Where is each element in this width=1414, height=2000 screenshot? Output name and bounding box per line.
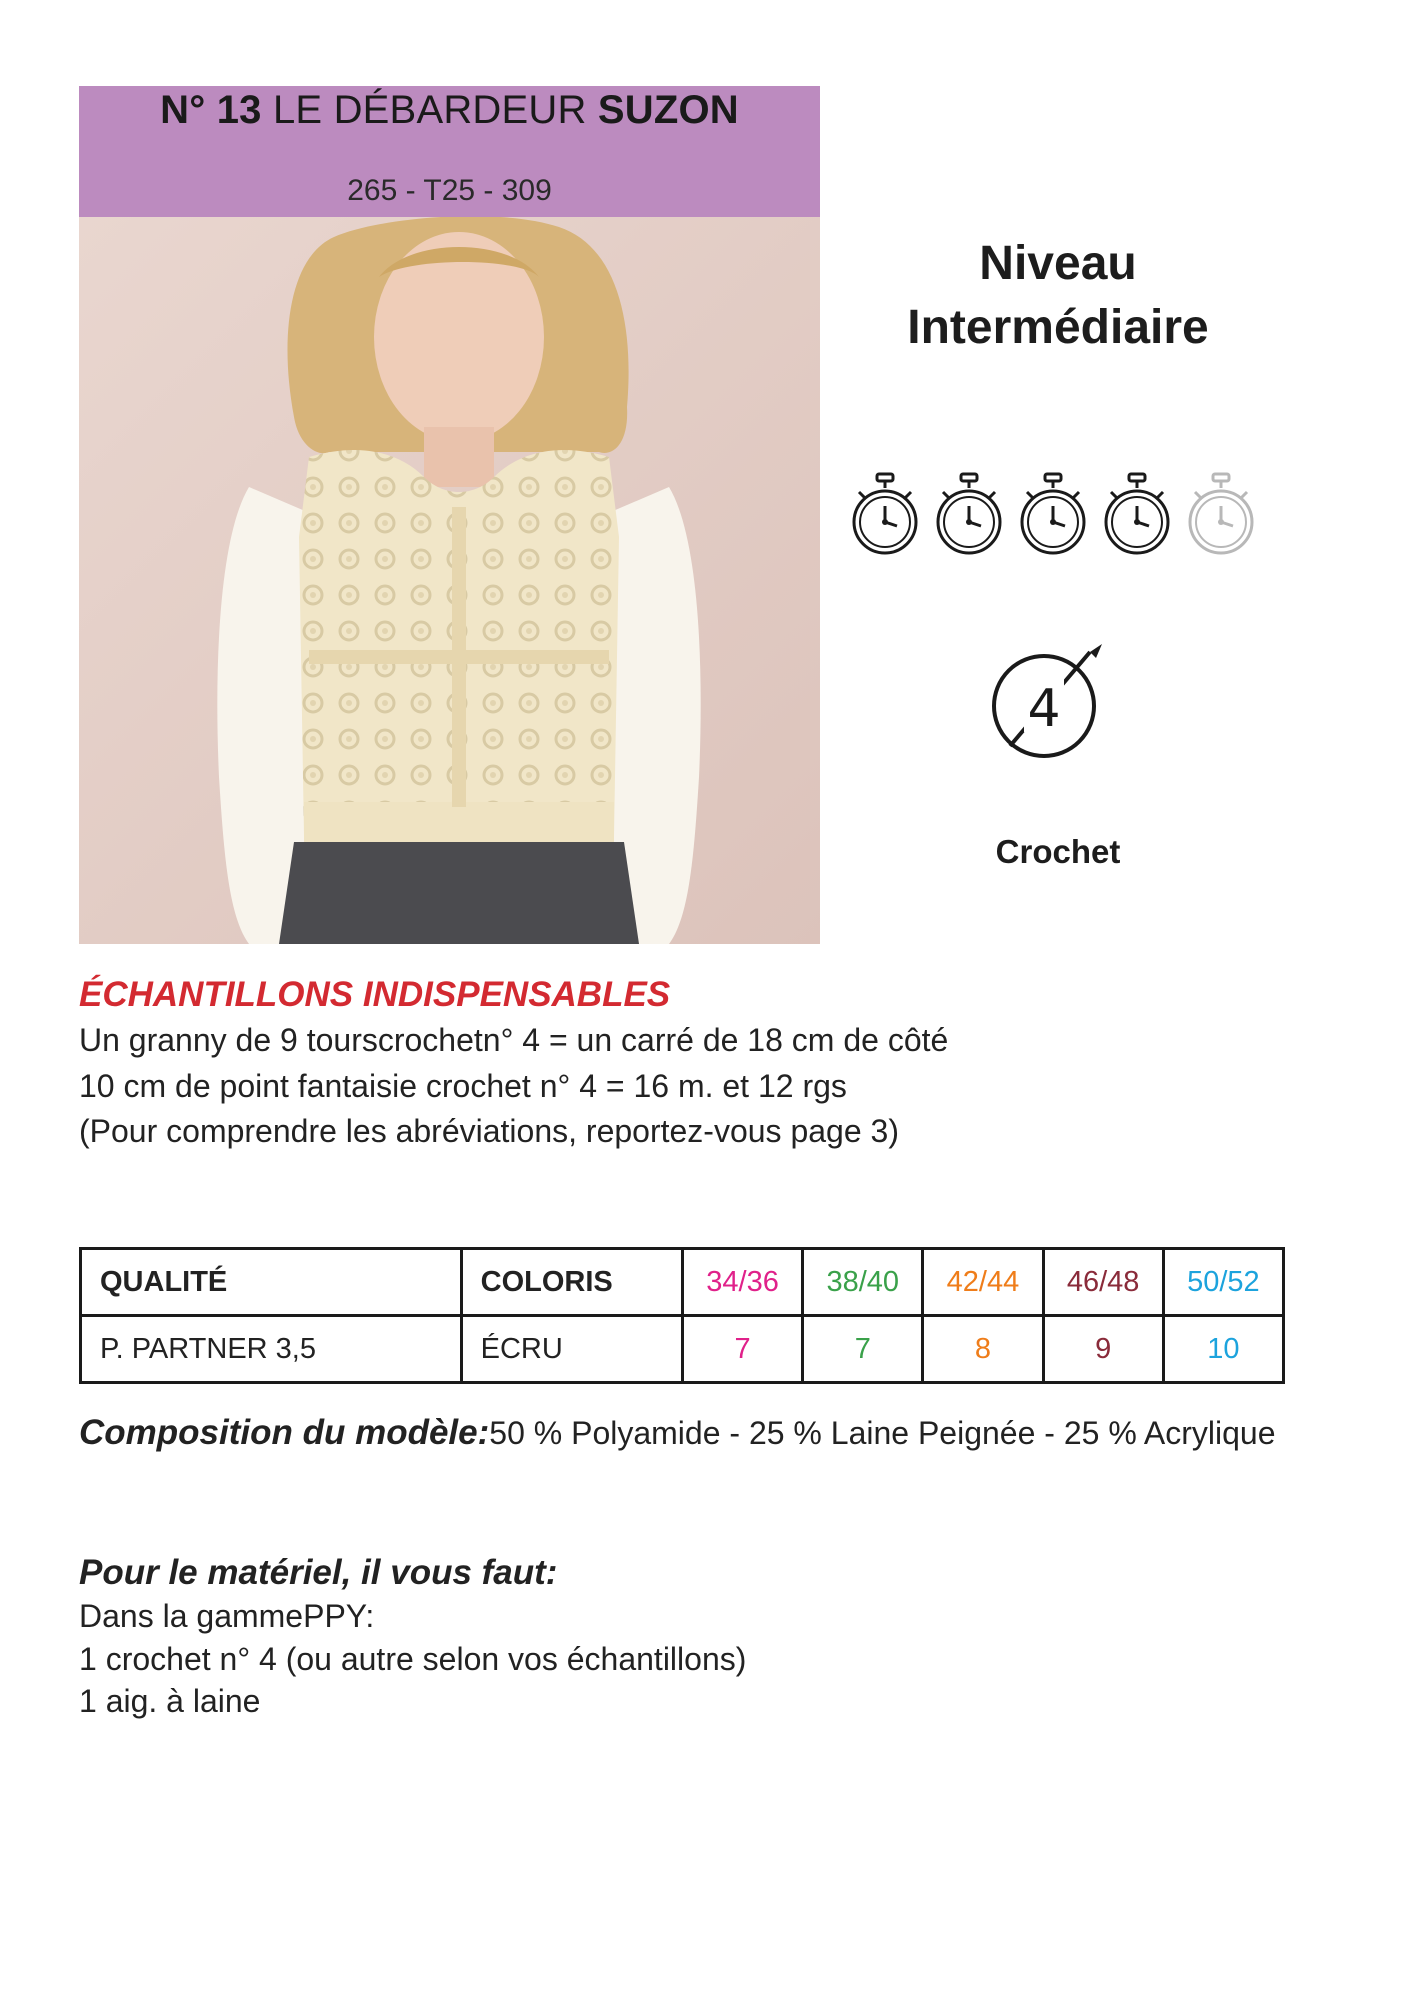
header-size-42-44: 42/44: [923, 1249, 1043, 1316]
header-size-50-52: 50/52: [1163, 1249, 1283, 1316]
level-value: Intermédiaire: [907, 301, 1209, 354]
pattern-name: SUZON: [597, 88, 739, 132]
pattern-number: N° 13: [160, 88, 262, 132]
difficulty-level: [858, 232, 1258, 360]
header-size-34-36: 34/36: [682, 1249, 802, 1316]
cell-color: ÉCRU: [461, 1316, 682, 1383]
cell-quality: P. PARTNER 3,5: [81, 1316, 462, 1383]
material-line-3: 1 aig. à laine: [79, 1683, 261, 1719]
technique-label: Crochet: [995, 833, 1121, 870]
difficulty-rating: [850, 470, 1260, 560]
pattern-title-mid: LE DÉBARDEUR: [272, 88, 587, 132]
pattern-title: [79, 86, 820, 134]
composition-label: Composition du modèle:: [79, 1413, 490, 1452]
cell-qty-34-36: 7: [682, 1316, 802, 1383]
stopwatch-icon-filled: [1102, 470, 1172, 560]
cell-qty-50-52: 10: [1163, 1316, 1283, 1383]
composition: [79, 1411, 1319, 1455]
stopwatch-icon-empty: [1186, 470, 1256, 560]
header-size-38-40: 38/40: [803, 1249, 923, 1316]
header-band: [79, 86, 820, 217]
material-heading: Pour le matériel, il vous faut:: [79, 1553, 558, 1592]
samples-line-2: 10 cm de point fantaisie crochet n° 4 = 16 m. et 12 rgs: [79, 1068, 847, 1104]
cell-qty-42-44: 8: [923, 1316, 1043, 1383]
header-quality: QUALITÉ: [81, 1249, 462, 1316]
material-line-2: 1 crochet n° 4 (ou autre selon vos échantillons): [79, 1641, 747, 1677]
yarn-references: 265 - T25 - 309: [347, 174, 552, 207]
material-line-1: Dans la gammePPY:: [79, 1598, 375, 1634]
samples-heading: ÉCHANTILLONS INDISPENSABLES: [79, 975, 671, 1014]
table-header-row: [81, 1249, 1284, 1316]
composition-text: 50 % Polyamide - 25 % Laine Peignée - 25 % Acrylique: [489, 1415, 1276, 1451]
stopwatch-icon-filled: [1018, 470, 1088, 560]
hook-size: 4: [1027, 679, 1061, 739]
header-color: COLORIS: [461, 1249, 682, 1316]
header-size-46-48: 46/48: [1043, 1249, 1163, 1316]
samples-line-1: Un granny de 9 tourscrochetn° 4 = un carré de 18 cm de côté: [79, 1022, 949, 1058]
samples-line-3: (Pour comprendre les abréviations, reportez-vous page 3): [79, 1113, 899, 1149]
cell-qty-46-48: 9: [1043, 1316, 1163, 1383]
crochet-hook-icon: [990, 640, 1110, 760]
model-photo: [79, 217, 820, 944]
level-label: Niveau: [979, 237, 1137, 290]
table-row: [81, 1316, 1284, 1383]
yarn-table: [79, 1247, 1285, 1384]
stopwatch-icon-filled: [850, 470, 920, 560]
cell-qty-38-40: 7: [803, 1316, 923, 1383]
stopwatch-icon-filled: [934, 470, 1004, 560]
